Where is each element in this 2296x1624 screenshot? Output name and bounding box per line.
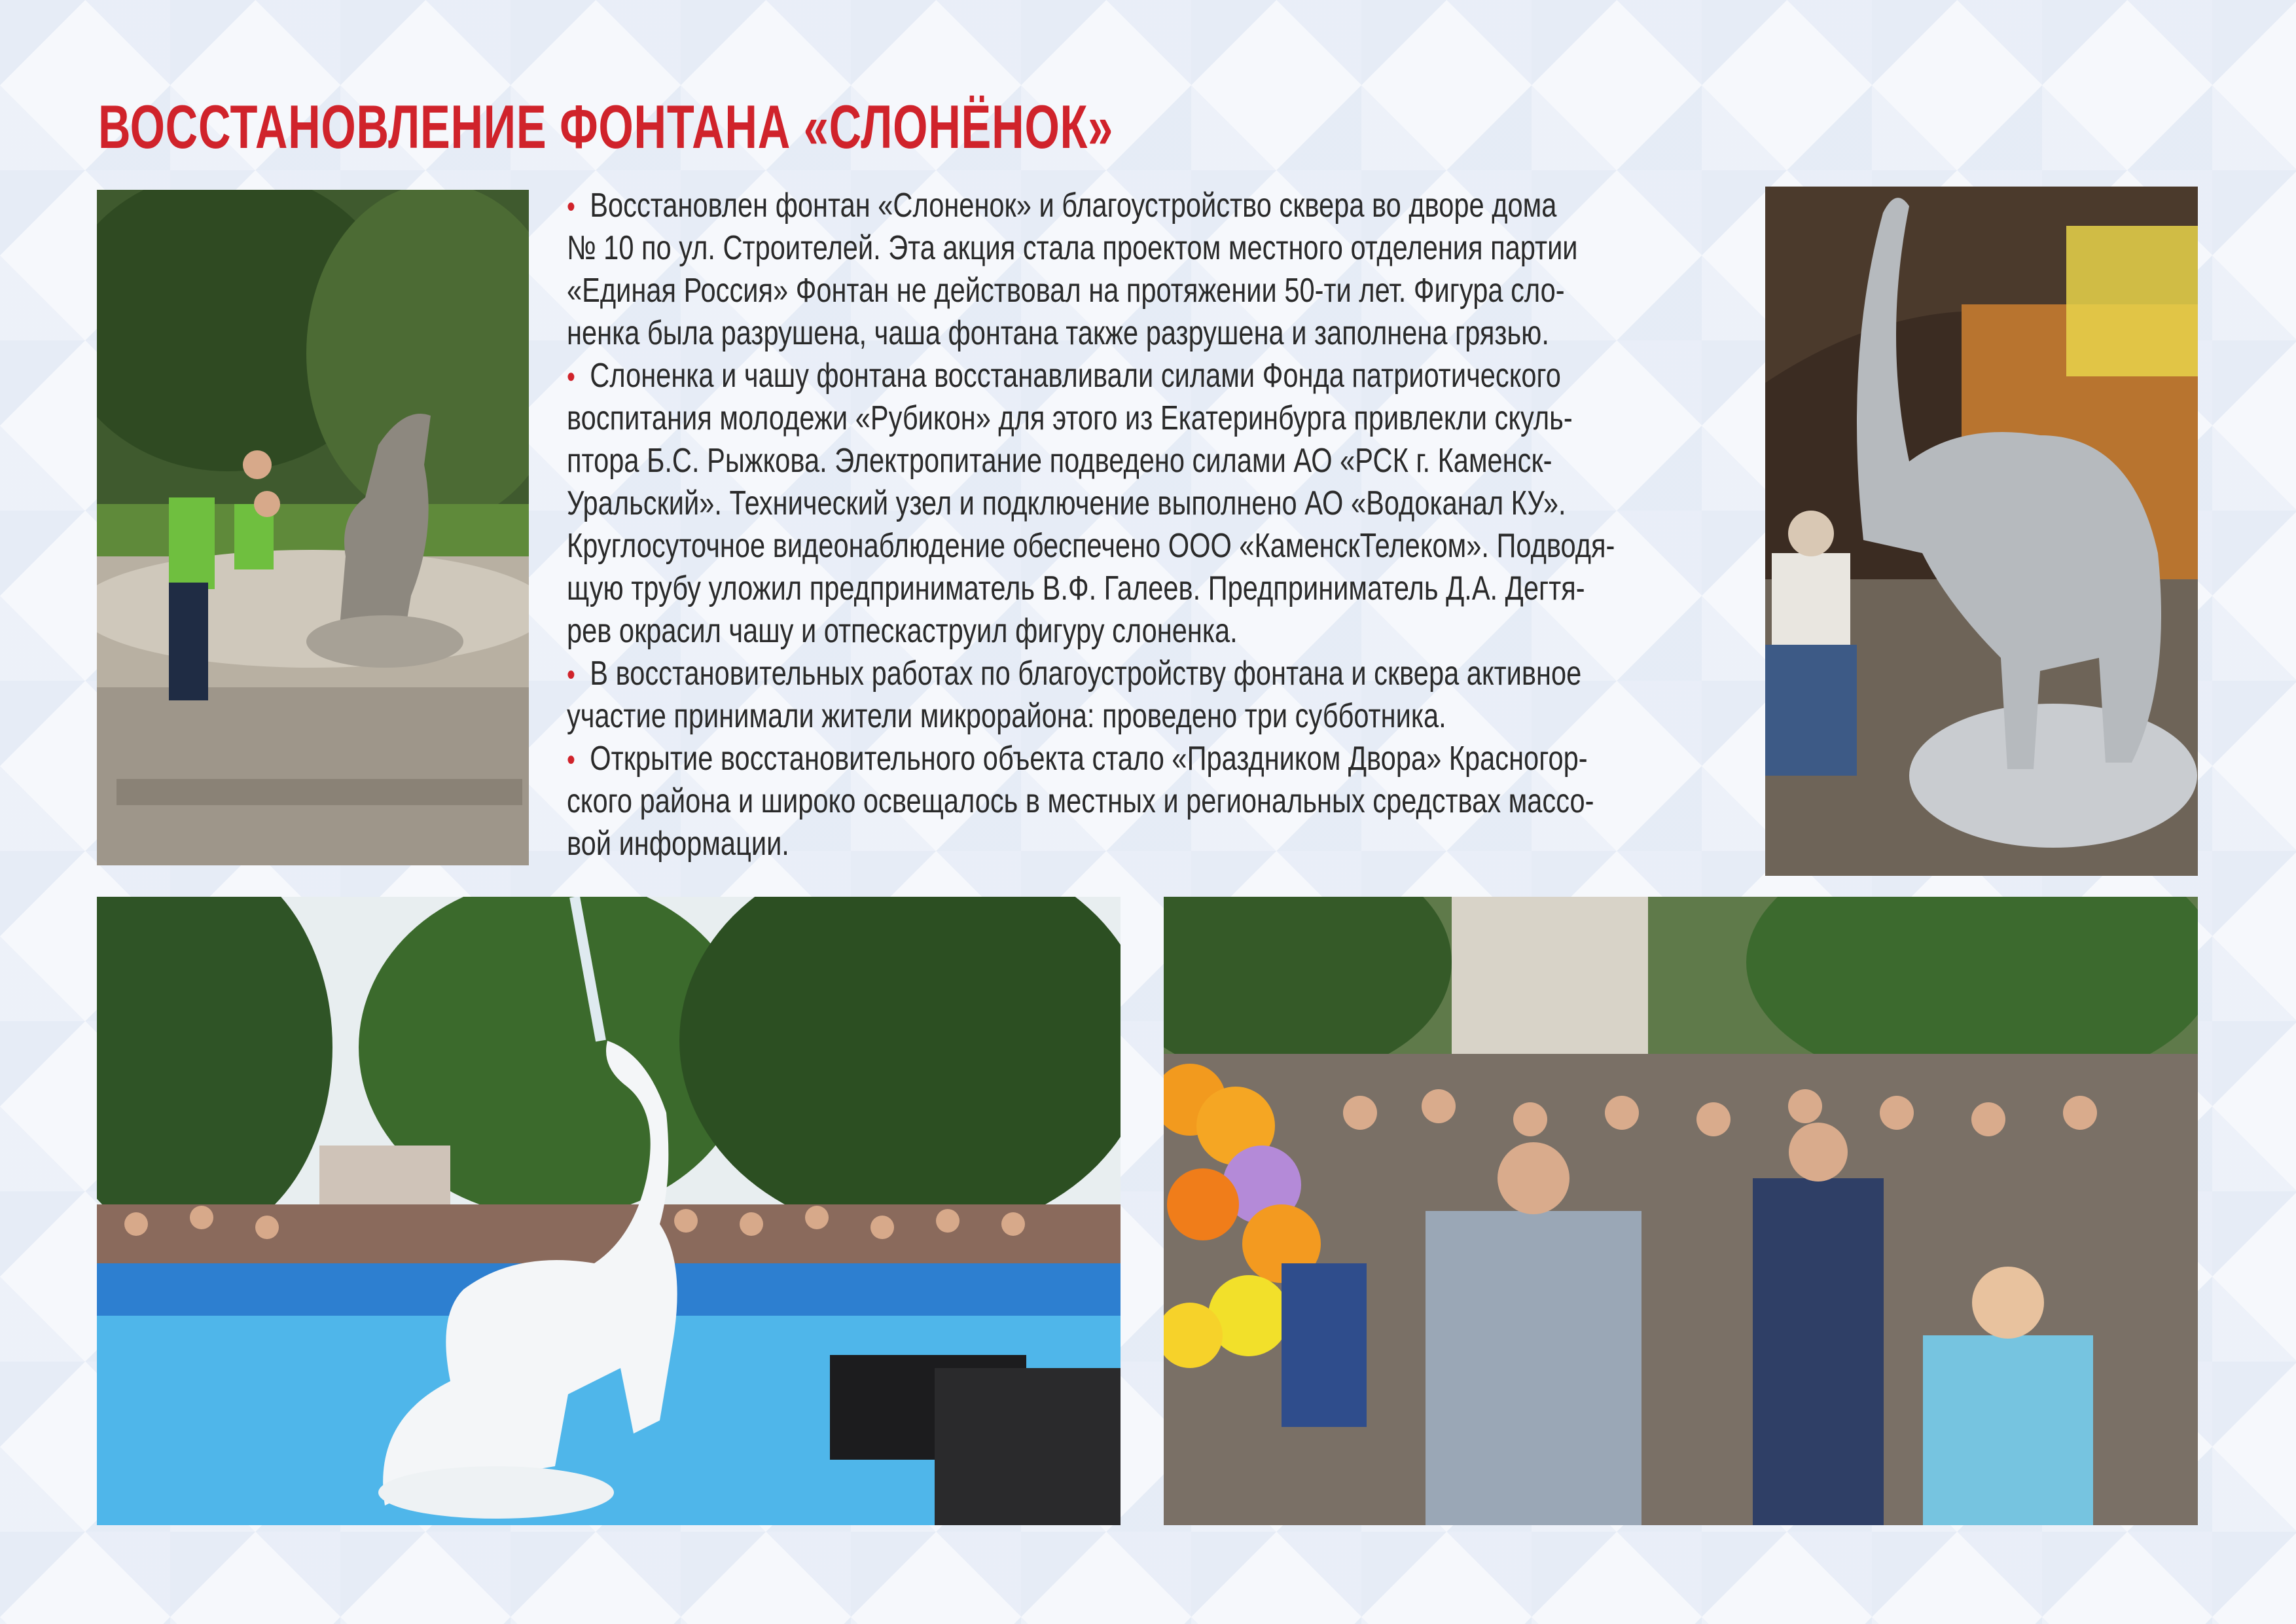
paragraph-4	[567, 738, 1615, 865]
bullet-icon: •	[567, 359, 575, 393]
text-line: В восстановительных работах по благоустройству фонтана и сквера активное	[590, 655, 1582, 693]
text-line: Уральский». Технический узел и подключение выполнено АО «Водоканал КУ».	[567, 484, 1566, 522]
paragraph-3	[567, 653, 1615, 738]
text-line: щую трубу уложил предприниматель В.Ф. Галеев. Предприниматель Д.А. Дегтя-	[567, 569, 1585, 607]
text-line: № 10 по ул. Строителей. Эта акция стала проектом местного отделения партии	[567, 229, 1578, 267]
paragraph-1	[567, 185, 1615, 355]
bullet-icon: •	[567, 657, 575, 691]
bullet-icon: •	[567, 742, 575, 776]
text-line: рев окрасил чашу и отпескаструил фигуру слоненка.	[567, 612, 1238, 650]
text-line: «Единая Россия» Фонтан не действовал на протяжении 50-ти лет. Фигура сло-	[567, 272, 1565, 310]
photo-workers-ruined-fountain	[97, 190, 529, 865]
text-line: Восстановлен фонтан «Слоненок» и благоустройство сквера во дворе дома	[590, 187, 1557, 225]
photo-fountain-opening	[97, 897, 1121, 1525]
bullet-icon: •	[567, 189, 575, 223]
photo-crowd-celebration	[1164, 897, 2198, 1525]
text-line: Открытие восстановительного объекта стало «Праздником Двора» Красногор-	[590, 740, 1588, 778]
text-line: участие принимали жители микрорайона: проведено три субботника.	[567, 697, 1446, 735]
paragraph-2	[567, 355, 1615, 653]
body-text	[567, 185, 1615, 865]
text-line: птора Б.С. Рыжкова. Электропитание подведено силами АО «РСК г. Каменск-	[567, 442, 1552, 480]
page-title: ВОССТАНОВЛЕНИЕ ФОНТАНА «СЛОНЁНОК»	[98, 92, 1114, 161]
text-line: ского района и широко освещалось в местных и региональных средствах массо-	[567, 782, 1594, 820]
text-line: ненка была разрушена, чаша фонтана также разрушена и заполнена грязью.	[567, 314, 1549, 352]
text-line: Слоненка и чашу фонтана восстанавливали силами Фонда патриотического	[590, 357, 1561, 395]
text-line: воспитания молодежи «Рубикон» для этого из Екатеринбурга привлекли скуль-	[567, 399, 1573, 437]
text-line: вой информации.	[567, 825, 789, 863]
text-line: Круглосуточное видеонаблюдение обеспечено ООО «КаменскТелеком». Подводя-	[567, 527, 1615, 565]
photo-sculptor-elephant	[1765, 187, 2198, 876]
